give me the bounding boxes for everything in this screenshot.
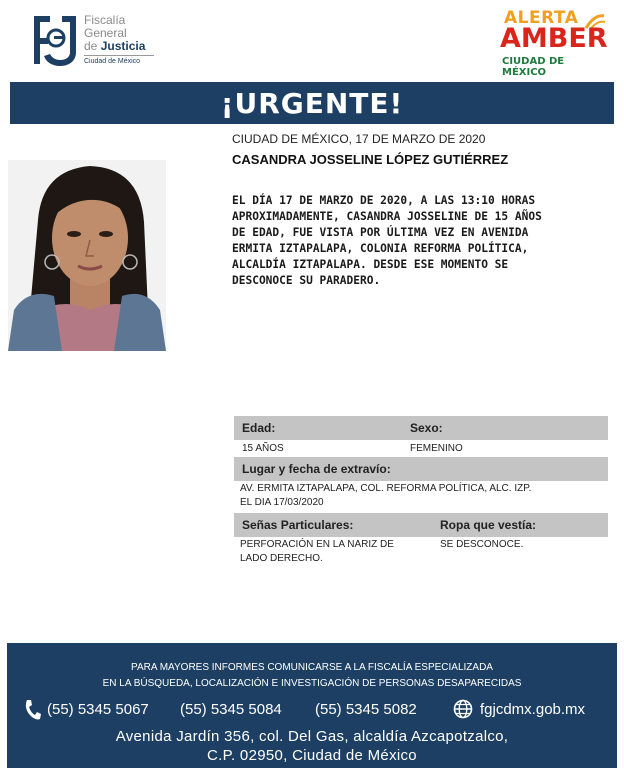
fgj-logo [30, 12, 148, 70]
description-line: DESCONOCE SU PARADERO. [232, 274, 381, 287]
contact-note-line-1: PARA MAYORES INFORMES COMUNICARSE A LA FISCALÍA ESPECIALIZADA [131, 662, 493, 673]
contact-note [7, 660, 617, 692]
amber-line-1: ALERTA [504, 8, 579, 28]
urgent-banner [10, 82, 614, 124]
description-line: EL DÍA 17 DE MARZO DE 2020, A LAS 13:10 HORAS [232, 194, 536, 207]
place-value-line-2: EL DIA 17/03/2020 [240, 497, 324, 508]
website-link[interactable]: fgjcdmx.gob.mx [480, 701, 586, 718]
missing-person-photo [8, 160, 166, 351]
description-line: APROXIMADAMENTE, CASANDRA JOSSELINE DE 15 AÑOS [232, 210, 542, 223]
fgj-line-3-prefix: de [84, 39, 101, 53]
phone-icon [23, 699, 41, 721]
place-label: Lugar y fecha de extravío: [242, 462, 391, 476]
address [7, 727, 617, 765]
person-name: CASANDRA JOSSELINE LÓPEZ GUTIÉRREZ [232, 152, 509, 167]
alerta-amber-logo [500, 8, 610, 78]
address-line-1: Avenida Jardín 356, col. Del Gas, alcaldía Azcapotzalco, [115, 728, 509, 745]
fgj-line-2: General [84, 26, 127, 40]
clothes-label: Ropa que vestía: [440, 518, 537, 532]
urgent-title: ¡URGENTE! [220, 86, 404, 120]
phone-number-2[interactable]: (55) 5345 5084 [180, 701, 282, 718]
fgj-wordmark [84, 14, 154, 66]
description-line: ALCALDÍA IZTAPALAPA. DESDE ESE MOMENTO SE [232, 258, 509, 271]
marks-label: Señas Particulares: [242, 518, 354, 532]
contact-footer [7, 643, 617, 768]
marks-value-line-2: LADO DERECHO. [240, 553, 323, 564]
marks-value-line-1: PERFORACIÓN EN LA NARIZ DE [240, 539, 394, 550]
phone-number-3[interactable]: (55) 5345 5082 [315, 701, 417, 718]
phone-number-1[interactable]: (55) 5345 5067 [47, 701, 149, 718]
clothes-value: SE DESCONOCE. [440, 539, 524, 550]
address-line-2: C.P. 02950, Ciudad de México [207, 747, 417, 764]
description-line: ERMITA IZTAPALAPA, COLONIA REFORMA POLÍTICA, [232, 242, 529, 255]
contact-row [7, 699, 617, 721]
fgj-line-3 [84, 40, 154, 53]
amber-line-3: CIUDAD DE MÉXICO [502, 56, 565, 78]
portrait-image [8, 160, 166, 351]
age-label: Edad: [242, 421, 276, 435]
header [0, 0, 624, 80]
sex-label: Sexo: [410, 421, 443, 435]
fgj-emblem-icon [30, 12, 80, 68]
fgj-line-1: Fiscalía [84, 13, 126, 27]
contact-note-line-2: EN LA BÚSQUEDA, LOCALIZACIÓN E INVESTIGACIÓN DE PERSONAS DESAPARECIDAS [102, 678, 522, 689]
globe-icon [453, 699, 473, 719]
age-sex-header [234, 416, 608, 440]
description-line: DE EDAD, FUE VISTA POR ÚLTIMA VEZ EN AVENIDA [232, 226, 529, 239]
incident-description [232, 193, 612, 289]
report-date: CIUDAD DE MÉXICO, 17 DE MARZO DE 2020 [232, 132, 486, 146]
marks-clothes-header [234, 513, 608, 537]
age-value: 15 AÑOS [242, 443, 284, 454]
sex-value: FEMENINO [410, 443, 463, 454]
fgj-line-3-bold: Justicia [100, 39, 146, 53]
amber-line-2: AMBER [500, 23, 608, 54]
place-date-header [234, 457, 608, 481]
fgj-line-4: Ciudad de México [84, 55, 154, 66]
place-value-line-1: AV. ERMITA IZTAPALAPA, COL. REFORMA POLÍTICA, ALC. IZP. [240, 483, 532, 494]
